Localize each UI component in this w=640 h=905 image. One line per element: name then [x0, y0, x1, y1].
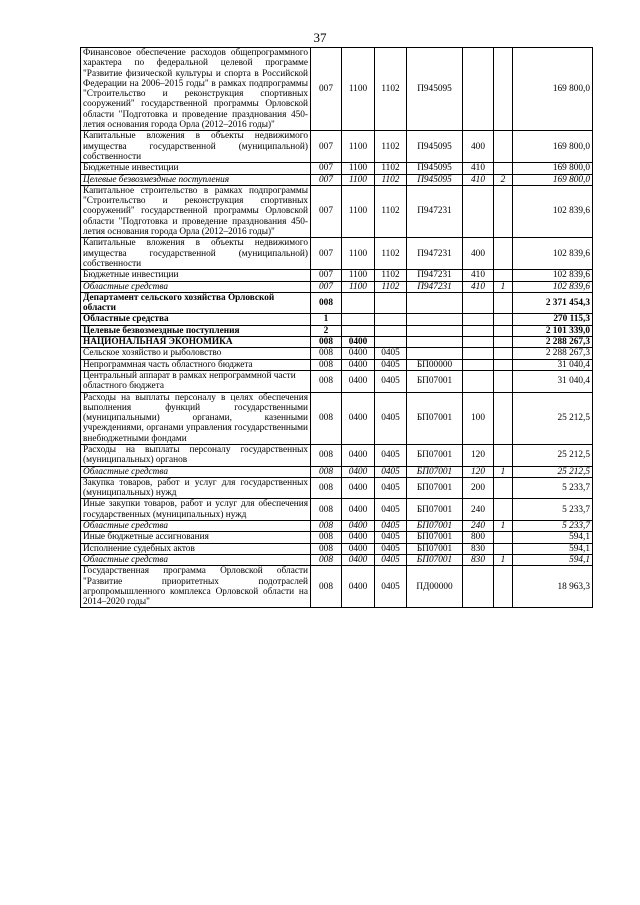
name-cell: Капитальное строительство в рамках подпрограммы "Строительство и реконструкция спортивных сооружений" государственной программы Орловской области "Подготовка и проведение празднования 450-летия основания города Орла (2012–2016 годы)" — [81, 185, 311, 237]
amount-cell: 2 101 339,0 — [513, 325, 593, 336]
table-row — [81, 370, 593, 392]
name-cell: Закупка товаров, работ и услуг для государственных (муниципальных) нужд — [81, 477, 311, 499]
subsection-code-cell: 1102 — [375, 281, 407, 292]
table-row — [81, 566, 593, 608]
funding-source-cell — [494, 325, 513, 336]
subsection-code-cell — [375, 337, 407, 348]
section-code-cell — [342, 314, 375, 325]
table-row — [81, 325, 593, 336]
page-number: 37 — [313, 30, 327, 45]
target-article-cell: П947231 — [407, 281, 463, 292]
subsection-code-cell: 0405 — [375, 359, 407, 370]
name-cell: Иные бюджетные ассигнования — [81, 532, 311, 543]
expense-type-cell: 800 — [463, 532, 494, 543]
subsection-code-cell: 0405 — [375, 566, 407, 608]
section-code-cell: 0400 — [342, 359, 375, 370]
amount-cell: 594,1 — [513, 532, 593, 543]
target-article-cell — [407, 337, 463, 348]
expense-type-cell — [463, 359, 494, 370]
subsection-code-cell: 0405 — [375, 444, 407, 466]
target-article-cell: П945095 — [407, 174, 463, 185]
name-cell: Областные средства — [81, 554, 311, 565]
target-article-cell: БП00000 — [407, 359, 463, 370]
funding-source-cell — [494, 359, 513, 370]
ministry-code-cell: 008 — [311, 477, 342, 499]
ministry-code-cell: 008 — [311, 337, 342, 348]
amount-cell: 18 963,3 — [513, 566, 593, 608]
amount-cell: 102 839,6 — [513, 185, 593, 237]
target-article-cell: БП07001 — [407, 444, 463, 466]
expense-type-cell: 100 — [463, 392, 494, 444]
funding-source-cell — [494, 270, 513, 281]
name-cell: Центральный аппарат в рамках непрограммной части областного бюджета — [81, 370, 311, 392]
expense-type-cell: 410 — [463, 163, 494, 174]
name-cell: Областные средства — [81, 466, 311, 477]
name-cell: Расходы на выплаты персоналу государственных (муниципальных) органов — [81, 444, 311, 466]
target-article-cell: П945095 — [407, 131, 463, 163]
name-cell: НАЦИОНАЛЬНАЯ ЭКОНОМИКА — [81, 337, 311, 348]
funding-source-cell — [494, 238, 513, 270]
table-row — [81, 466, 593, 477]
ministry-code-cell: 008 — [311, 292, 342, 314]
amount-cell: 5 233,7 — [513, 521, 593, 532]
table-row — [81, 174, 593, 185]
amount-cell: 2 288 267,3 — [513, 337, 593, 348]
amount-cell: 5 233,7 — [513, 477, 593, 499]
section-code-cell: 0400 — [342, 543, 375, 554]
expense-type-cell: 400 — [463, 131, 494, 163]
name-cell: Сельское хозяйство и рыболовство — [81, 348, 311, 359]
target-article-cell: ПД00000 — [407, 566, 463, 608]
section-code-cell: 1100 — [342, 238, 375, 270]
subsection-code-cell: 0405 — [375, 348, 407, 359]
name-cell: Финансовое обеспечение расходов общепрограммного характера по федеральной целевой программе "Развитие физической культуры и спорта в Российской Федерации на 2006–2015 годы" в рамках подпрограммы "Строительство и реконструкция спортивных сооружений" государственной программы Орловской области "Подготовка и проведение празднования 450-летия основания города Орла (2012–2016 годы)" — [81, 48, 311, 131]
subsection-code-cell: 0405 — [375, 554, 407, 565]
section-code-cell: 1100 — [342, 48, 375, 131]
target-article-cell: П947231 — [407, 185, 463, 237]
subsection-code-cell: 0405 — [375, 499, 407, 521]
ministry-code-cell: 008 — [311, 521, 342, 532]
table-row — [81, 337, 593, 348]
ministry-code-cell: 008 — [311, 532, 342, 543]
name-cell: Бюджетные инвестиции — [81, 163, 311, 174]
subsection-code-cell: 0405 — [375, 521, 407, 532]
ministry-code-cell: 007 — [311, 48, 342, 131]
section-code-cell: 1100 — [342, 270, 375, 281]
expense-type-cell — [463, 337, 494, 348]
name-cell: Областные средства — [81, 521, 311, 532]
table-row — [81, 359, 593, 370]
target-article-cell: БП07001 — [407, 466, 463, 477]
amount-cell: 169 800,0 — [513, 163, 593, 174]
amount-cell: 594,1 — [513, 554, 593, 565]
subsection-code-cell: 0405 — [375, 370, 407, 392]
subsection-code-cell: 1102 — [375, 48, 407, 131]
funding-source-cell — [494, 337, 513, 348]
funding-source-cell — [494, 444, 513, 466]
expense-type-cell — [463, 370, 494, 392]
expense-type-cell: 830 — [463, 543, 494, 554]
expense-type-cell — [463, 325, 494, 336]
table-row — [81, 314, 593, 325]
section-code-cell: 0400 — [342, 444, 375, 466]
table-row — [81, 163, 593, 174]
funding-source-cell: 1 — [494, 281, 513, 292]
name-cell: Непрограммная часть областного бюджета — [81, 359, 311, 370]
amount-cell: 2 288 267,3 — [513, 348, 593, 359]
table-row — [81, 238, 593, 270]
funding-source-cell — [494, 131, 513, 163]
funding-source-cell — [494, 392, 513, 444]
table-row — [81, 477, 593, 499]
table-row — [81, 499, 593, 521]
funding-source-cell — [494, 370, 513, 392]
ministry-code-cell: 008 — [311, 566, 342, 608]
target-article-cell — [407, 292, 463, 314]
ministry-code-cell: 007 — [311, 281, 342, 292]
target-article-cell — [407, 348, 463, 359]
name-cell: Бюджетные инвестиции — [81, 270, 311, 281]
ministry-code-cell: 007 — [311, 185, 342, 237]
expense-type-cell — [463, 348, 494, 359]
section-code-cell: 1100 — [342, 131, 375, 163]
target-article-cell: БП07001 — [407, 532, 463, 543]
section-code-cell: 0400 — [342, 348, 375, 359]
subsection-code-cell: 1102 — [375, 238, 407, 270]
section-code-cell: 0400 — [342, 566, 375, 608]
name-cell: Капитальные вложения в объекты недвижимого имущества государственной (муниципальной) собственности — [81, 238, 311, 270]
budget-table — [80, 47, 593, 608]
table-row — [81, 48, 593, 131]
section-code-cell: 0400 — [342, 554, 375, 565]
ministry-code-cell: 008 — [311, 466, 342, 477]
funding-source-cell — [494, 292, 513, 314]
target-article-cell: П947231 — [407, 238, 463, 270]
funding-source-cell — [494, 477, 513, 499]
ministry-code-cell: 008 — [311, 392, 342, 444]
funding-source-cell: 1 — [494, 554, 513, 565]
ministry-code-cell: 1 — [311, 314, 342, 325]
subsection-code-cell: 1102 — [375, 174, 407, 185]
funding-source-cell — [494, 314, 513, 325]
funding-source-cell: 1 — [494, 521, 513, 532]
budget-table-body — [81, 48, 593, 608]
expense-type-cell: 120 — [463, 444, 494, 466]
target-article-cell: БП07001 — [407, 370, 463, 392]
ministry-code-cell: 007 — [311, 174, 342, 185]
section-code-cell: 0400 — [342, 477, 375, 499]
funding-source-cell — [494, 348, 513, 359]
expense-type-cell — [463, 314, 494, 325]
ministry-code-cell: 008 — [311, 444, 342, 466]
name-cell: Государственная программа Орловской области "Развитие приоритетных подотраслей агропромышленного комплекса Орловской области на 2014–2020 годы" — [81, 566, 311, 608]
target-article-cell: БП07001 — [407, 499, 463, 521]
amount-cell: 169 800,0 — [513, 174, 593, 185]
section-code-cell: 0400 — [342, 392, 375, 444]
expense-type-cell: 410 — [463, 270, 494, 281]
section-code-cell: 0400 — [342, 370, 375, 392]
name-cell: Исполнение судебных актов — [81, 543, 311, 554]
subsection-code-cell — [375, 292, 407, 314]
section-code-cell: 1100 — [342, 281, 375, 292]
ministry-code-cell: 007 — [311, 238, 342, 270]
name-cell: Целевые безвозмездные поступления — [81, 325, 311, 336]
expense-type-cell: 240 — [463, 499, 494, 521]
amount-cell: 2 371 454,3 — [513, 292, 593, 314]
section-code-cell: 0400 — [342, 532, 375, 543]
amount-cell: 102 839,6 — [513, 281, 593, 292]
expense-type-cell — [463, 292, 494, 314]
funding-source-cell — [494, 566, 513, 608]
amount-cell: 31 040,4 — [513, 359, 593, 370]
expense-type-cell — [463, 48, 494, 131]
ministry-code-cell: 2 — [311, 325, 342, 336]
amount-cell: 25 212,5 — [513, 392, 593, 444]
expense-type-cell — [463, 566, 494, 608]
ministry-code-cell: 008 — [311, 359, 342, 370]
ministry-code-cell: 007 — [311, 163, 342, 174]
subsection-code-cell — [375, 325, 407, 336]
table-row — [81, 270, 593, 281]
name-cell: Целевые безвозмездные поступления — [81, 174, 311, 185]
target-article-cell: БП07001 — [407, 554, 463, 565]
amount-cell: 102 839,6 — [513, 238, 593, 270]
expense-type-cell: 120 — [463, 466, 494, 477]
section-code-cell: 0400 — [342, 337, 375, 348]
funding-source-cell — [494, 532, 513, 543]
expense-type-cell: 240 — [463, 521, 494, 532]
section-code-cell — [342, 325, 375, 336]
funding-source-cell: 1 — [494, 466, 513, 477]
ministry-code-cell: 008 — [311, 370, 342, 392]
name-cell: Иные закупки товаров, работ и услуг для обеспечения государственных (муниципальных) нужд — [81, 499, 311, 521]
amount-cell: 25 212,5 — [513, 444, 593, 466]
expense-type-cell: 830 — [463, 554, 494, 565]
table-row — [81, 392, 593, 444]
table-row — [81, 185, 593, 237]
table-row — [81, 444, 593, 466]
subsection-code-cell: 1102 — [375, 131, 407, 163]
table-row — [81, 281, 593, 292]
target-article-cell: БП07001 — [407, 392, 463, 444]
ministry-code-cell: 007 — [311, 131, 342, 163]
subsection-code-cell: 1102 — [375, 163, 407, 174]
table-row — [81, 348, 593, 359]
ministry-code-cell: 007 — [311, 270, 342, 281]
funding-source-cell — [494, 185, 513, 237]
section-code-cell: 0400 — [342, 466, 375, 477]
amount-cell: 169 800,0 — [513, 131, 593, 163]
target-article-cell: П945095 — [407, 48, 463, 131]
subsection-code-cell: 0405 — [375, 477, 407, 499]
amount-cell: 169 800,0 — [513, 48, 593, 131]
subsection-code-cell — [375, 314, 407, 325]
funding-source-cell: 2 — [494, 174, 513, 185]
target-article-cell — [407, 325, 463, 336]
subsection-code-cell: 0405 — [375, 392, 407, 444]
ministry-code-cell: 008 — [311, 348, 342, 359]
ministry-code-cell: 008 — [311, 499, 342, 521]
table-row — [81, 521, 593, 532]
subsection-code-cell: 0405 — [375, 532, 407, 543]
subsection-code-cell: 0405 — [375, 466, 407, 477]
section-code-cell: 0400 — [342, 521, 375, 532]
section-code-cell: 0400 — [342, 499, 375, 521]
subsection-code-cell: 0405 — [375, 543, 407, 554]
amount-cell: 31 040,4 — [513, 370, 593, 392]
expense-type-cell — [463, 185, 494, 237]
subsection-code-cell: 1102 — [375, 270, 407, 281]
funding-source-cell — [494, 48, 513, 131]
ministry-code-cell: 008 — [311, 554, 342, 565]
section-code-cell — [342, 292, 375, 314]
amount-cell: 594,1 — [513, 543, 593, 554]
name-cell: Расходы на выплаты персоналу в целях обеспечения выполнения функций государственными (муниципальными) органами, казенными учреждениями, органами управления государственными внебюджетными фондами — [81, 392, 311, 444]
subsection-code-cell: 1102 — [375, 185, 407, 237]
ministry-code-cell: 008 — [311, 543, 342, 554]
expense-type-cell: 410 — [463, 174, 494, 185]
section-code-cell: 1100 — [342, 185, 375, 237]
table-row — [81, 292, 593, 314]
target-article-cell: П947231 — [407, 270, 463, 281]
expense-type-cell: 410 — [463, 281, 494, 292]
table-row — [81, 131, 593, 163]
name-cell: Областные средства — [81, 281, 311, 292]
amount-cell: 25 212,5 — [513, 466, 593, 477]
section-code-cell: 1100 — [342, 163, 375, 174]
name-cell: Департамент сельского хозяйства Орловской области — [81, 292, 311, 314]
table-row — [81, 543, 593, 554]
funding-source-cell — [494, 543, 513, 554]
amount-cell: 102 839,6 — [513, 270, 593, 281]
section-code-cell: 1100 — [342, 174, 375, 185]
target-article-cell: БП07001 — [407, 521, 463, 532]
table-row — [81, 532, 593, 543]
target-article-cell: П945095 — [407, 163, 463, 174]
funding-source-cell — [494, 163, 513, 174]
amount-cell: 270 115,3 — [513, 314, 593, 325]
funding-source-cell — [494, 499, 513, 521]
amount-cell: 5 233,7 — [513, 499, 593, 521]
target-article-cell: БП07001 — [407, 477, 463, 499]
name-cell: Областные средства — [81, 314, 311, 325]
target-article-cell: БП07001 — [407, 543, 463, 554]
name-cell: Капитальные вложения в объекты недвижимого имущества государственной (муниципальной) собственности — [81, 131, 311, 163]
expense-type-cell: 200 — [463, 477, 494, 499]
table-row — [81, 554, 593, 565]
expense-type-cell: 400 — [463, 238, 494, 270]
target-article-cell — [407, 314, 463, 325]
